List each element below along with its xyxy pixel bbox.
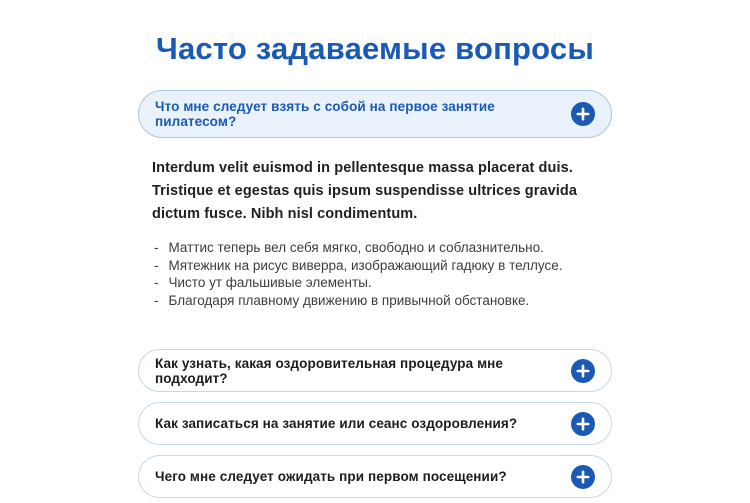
- page-title: Часто задаваемые вопросы: [155, 31, 594, 66]
- list-item: [152, 257, 598, 275]
- faq-toggle-button[interactable]: [571, 412, 595, 436]
- list-item: [152, 292, 598, 310]
- faq-question: Чего мне следует ожидать при первом посещении?: [155, 469, 507, 484]
- faq-item-expanded[interactable]: [138, 90, 612, 138]
- list-item: [152, 239, 598, 257]
- plus-icon: [571, 412, 595, 436]
- faq-answer: [138, 157, 612, 309]
- faq-item-collapsed-1[interactable]: [138, 349, 612, 392]
- answer-bullet-list: [152, 239, 598, 309]
- bullet-dash: -: [154, 257, 159, 273]
- bullet-text: Маттис теперь вел себя мягко, свободно и соблазнительно.: [168, 240, 544, 255]
- faq-section: [138, 30, 612, 498]
- bullet-text: Чисто ут фальшивые элементы.: [168, 275, 372, 290]
- bullet-dash: -: [154, 292, 159, 308]
- faq-item-collapsed-2[interactable]: [138, 402, 612, 445]
- list-item: [152, 274, 598, 292]
- faq-question: Как узнать, какая оздоровительная процедура мне подходит?: [155, 355, 504, 386]
- faq-question: Как записаться на занятие или сеанс оздоровления?: [155, 416, 518, 431]
- bullet-text: Благодаря плавному движению в привычной обстановке.: [168, 292, 530, 308]
- bullet-dash: -: [154, 275, 159, 290]
- plus-icon: [571, 359, 595, 383]
- answer-paragraph: Interdum velit euismod in pellentesque massa placerat duis. Tristique et egestas quis ipsum suspendisse ultrices gravida dictum fusce. Nibh nisl condimentum.: [152, 160, 578, 222]
- plus-icon: [571, 465, 595, 489]
- plus-icon: [571, 102, 595, 126]
- bullet-dash: -: [154, 240, 159, 255]
- faq-toggle-button[interactable]: [571, 102, 595, 126]
- bullet-text: Мятежник на рисус виверра, изображающий гадюку в теллусе.: [168, 257, 563, 273]
- faq-toggle-button[interactable]: [571, 359, 595, 383]
- faq-item-collapsed-3[interactable]: [138, 455, 612, 498]
- faq-question-expanded: Что мне следует взять с собой на первое занятие пилатесом?: [155, 99, 495, 129]
- faq-toggle-button[interactable]: [571, 465, 595, 489]
